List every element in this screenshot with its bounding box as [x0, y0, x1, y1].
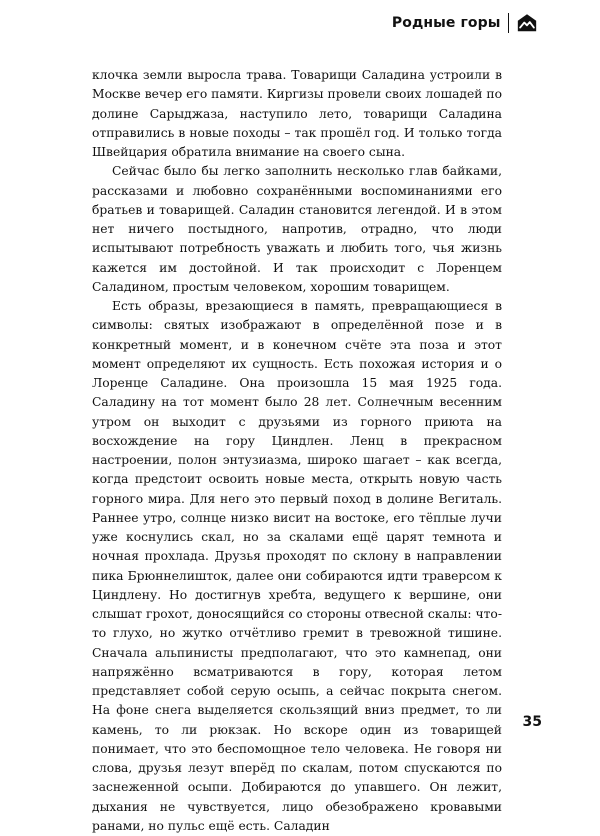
paragraph-story: Есть образы, врезающиеся в память, превращающиеся в символы: святых изображают в определённой позе и в конкретный момент, и в конечном счёте эта поза и этот момент определяют их сущность. Есть похожая история и о Лоренце Саладине. Она произошла 15 мая 1925 года. Саладину на тот момент было 28 лет. Солнечным весенним утром он выходит с друзьями из горного приюта на восхождение на гору Циндлен. Ленц в прекрасном настроении, полон энтузиазма, широко шагает – как всегда, когда предстоит освоить новые места, открыть новую часть горного мира. Для него это первый поход в долине Вегиталь. Раннее утро, солнце низко висит на востоке, его тёплые лучи уже коснулись скал, но за скалами ещё царят темнота и ночная прохлада. Друзья проходят по склону в направлении пика Брюннелишток, далее они собираются идти траверсом к Циндлену. Но достигнув хребта, ведущего к вершине, они слышат грохот, доносящийся со стороны отвесной скалы: что-то глухо, но жутко отчётливо гремит в тревожной тишине. Сначала альпинисты предполагают, что это камнепад, они напряжённо всматриваются в гору, которая летом представляет собой серую осыпь, а сейчас покрыта снегом. На фоне снега выделяется скользящий вниз предмет, то ли камень, то ли рюкзак. Но вскоре один из товарищей понимает, что это беспомощное тело человека. Не говоря ни слова, друзья лезут вперёд по скалам, потом спускаются по заснеженной осыпи. Добираются до упавшего. Он лежит, дыхания не чувствуется, лицо обезображено кровавыми ранами, но пульс ещё есть. Саладин	[92, 299, 502, 833]
page-number: 35	[522, 714, 542, 730]
body-text	[92, 66, 502, 836]
header-divider	[508, 13, 510, 33]
running-header	[392, 12, 538, 34]
mountain-logo-icon	[516, 12, 538, 34]
running-header-title: Родные горы	[391, 15, 501, 31]
paragraph-continuation: клочка земли выросла трава. Товарищи Саладина устроили в Москве вечер его памяти. Киргизы провели своих лошадей по долине Сарыджаза, наступило лето, товарищи Саладина отправились в новые походы – так прошёл год. И только тогда Швейцария обратила внимание на своего сына.	[92, 68, 502, 159]
paragraph-legend: Сейчас было бы легко заполнить несколько глав байками, рассказами и любовно сохранёнными воспоминаниями его братьев и товарищей. Саладин становится легендой. И в этом нет ничего постыдного, напротив, отрадно, что люди испытывают потребность уважать и любить того, чья жизнь кажется им достойной. И так происходит с Лоренцем Саладином, простым человеком, хорошим товарищем.	[92, 164, 502, 294]
